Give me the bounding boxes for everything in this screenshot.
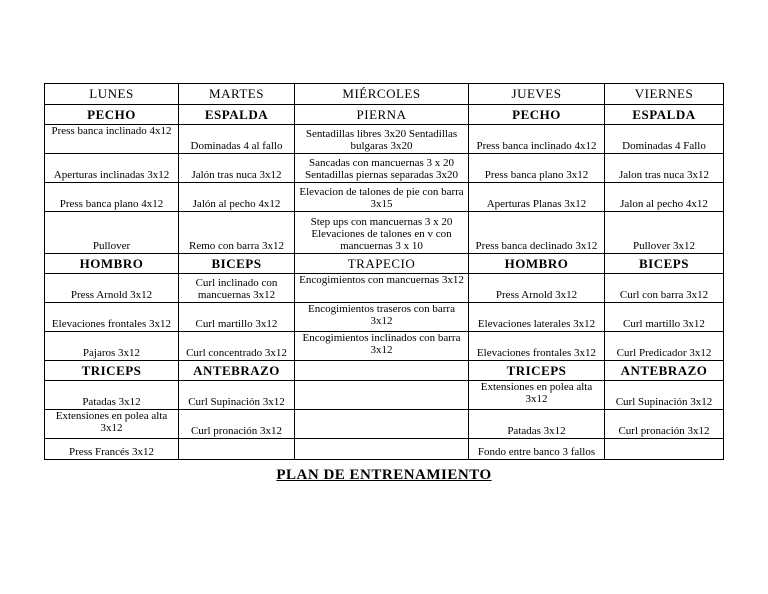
exercise-row — [45, 439, 724, 460]
exercise-cell: Sentadillas libres 3x20 Sentadillas bulgaras 3x20 — [295, 125, 469, 154]
muscle-group-cell: TRICEPS — [45, 361, 179, 381]
exercise-row — [45, 154, 724, 183]
exercise-row — [45, 381, 724, 410]
exercise-cell: Curl martillo 3x12 — [605, 303, 724, 332]
exercise-cell: Pullover 3x12 — [605, 212, 724, 254]
exercise-row — [45, 183, 724, 212]
exercise-cell — [295, 410, 469, 439]
muscle-group-cell: ESPALDA — [605, 105, 724, 125]
exercise-cell: Press banca inclinado 4x12 — [45, 125, 179, 154]
muscle-group-row — [45, 361, 724, 381]
exercise-cell — [295, 381, 469, 410]
exercise-row — [45, 125, 724, 154]
day-header-thursday: JUEVES — [469, 84, 605, 105]
exercise-cell: Aperturas inclinadas 3x12 — [45, 154, 179, 183]
exercise-cell: Curl Supinación 3x12 — [605, 381, 724, 410]
exercise-cell: Sancadas con mancuernas 3 x 20 Sentadillas piernas separadas 3x20 — [295, 154, 469, 183]
exercise-cell: Curl pronación 3x12 — [179, 410, 295, 439]
exercise-cell: Pullover — [45, 212, 179, 254]
exercise-cell: Curl inclinado con mancuernas 3x12 — [179, 274, 295, 303]
exercise-cell: Jalon al pecho 4x12 — [605, 183, 724, 212]
exercise-cell: Elevacion de talones de pie con barra 3x15 — [295, 183, 469, 212]
exercise-cell: Fondo entre banco 3 fallos — [469, 439, 605, 460]
exercise-cell: Curl martillo 3x12 — [179, 303, 295, 332]
day-header-tuesday: MARTES — [179, 84, 295, 105]
exercise-cell: Extensiones en polea alta 3x12 — [45, 410, 179, 439]
muscle-group-row — [45, 105, 724, 125]
muscle-group-row — [45, 254, 724, 274]
exercise-cell: Dominadas 4 al fallo — [179, 125, 295, 154]
exercise-cell: Step ups con mancuernas 3 x 20 Elevaciones de talones en v con mancuernas 3 x 10 — [295, 212, 469, 254]
exercise-cell: Press banca inclinado 4x12 — [469, 125, 605, 154]
muscle-group-cell: BICEPS — [605, 254, 724, 274]
exercise-cell: Remo con barra 3x12 — [179, 212, 295, 254]
muscle-group-cell: PIERNA — [295, 105, 469, 125]
exercise-row — [45, 410, 724, 439]
muscle-group-cell: ESPALDA — [179, 105, 295, 125]
day-header-wednesday: MIÉRCOLES — [295, 84, 469, 105]
exercise-cell: Jalon tras nuca 3x12 — [605, 154, 724, 183]
exercise-row — [45, 212, 724, 254]
exercise-cell: Press banca declinado 3x12 — [469, 212, 605, 254]
muscle-group-cell: TRICEPS — [469, 361, 605, 381]
exercise-cell: Press Arnold 3x12 — [45, 274, 179, 303]
exercise-cell: Patadas 3x12 — [45, 381, 179, 410]
day-header-monday: LUNES — [45, 84, 179, 105]
muscle-group-cell: PECHO — [45, 105, 179, 125]
exercise-cell: Encogimientos inclinados con barra 3x12 — [295, 332, 469, 361]
exercise-cell: Patadas 3x12 — [469, 410, 605, 439]
exercise-cell: Curl concentrado 3x12 — [179, 332, 295, 361]
muscle-group-cell: ANTEBRAZO — [605, 361, 724, 381]
exercise-cell: Aperturas Planas 3x12 — [469, 183, 605, 212]
exercise-cell: Elevaciones frontales 3x12 — [469, 332, 605, 361]
training-plan-table — [44, 83, 724, 460]
exercise-cell: Curl Supinación 3x12 — [179, 381, 295, 410]
exercise-cell: Dominadas 4 Fallo — [605, 125, 724, 154]
exercise-row — [45, 332, 724, 361]
exercise-row — [45, 303, 724, 332]
plan-title: PLAN DE ENTRENAMIENTO — [276, 467, 492, 483]
muscle-group-cell: HOMBRO — [469, 254, 605, 274]
exercise-cell: Curl Predicador 3x12 — [605, 332, 724, 361]
exercise-cell: Curl pronación 3x12 — [605, 410, 724, 439]
exercise-cell: Press Francés 3x12 — [45, 439, 179, 460]
exercise-cell: Curl con barra 3x12 — [605, 274, 724, 303]
exercise-cell: Encogimientos traseros con barra 3x12 — [295, 303, 469, 332]
muscle-group-cell: HOMBRO — [45, 254, 179, 274]
exercise-cell: Press Arnold 3x12 — [469, 274, 605, 303]
muscle-group-cell — [295, 361, 469, 381]
exercise-cell — [605, 439, 724, 460]
day-header-friday: VIERNES — [605, 84, 724, 105]
muscle-group-cell: BICEPS — [179, 254, 295, 274]
day-header-row — [45, 84, 724, 105]
exercise-cell: Extensiones en polea alta 3x12 — [469, 381, 605, 410]
exercise-row — [45, 274, 724, 303]
exercise-cell: Elevaciones laterales 3x12 — [469, 303, 605, 332]
exercise-cell — [295, 439, 469, 460]
muscle-group-cell: ANTEBRAZO — [179, 361, 295, 381]
exercise-cell: Press banca plano 4x12 — [45, 183, 179, 212]
exercise-cell: Encogimientos con mancuernas 3x12 — [295, 274, 469, 303]
muscle-group-cell: PECHO — [469, 105, 605, 125]
muscle-group-cell: TRAPECIO — [295, 254, 469, 274]
exercise-cell: Elevaciones frontales 3x12 — [45, 303, 179, 332]
exercise-cell: Press banca plano 3x12 — [469, 154, 605, 183]
exercise-cell: Jalón tras nuca 3x12 — [179, 154, 295, 183]
exercise-cell: Pajaros 3x12 — [45, 332, 179, 361]
exercise-cell: Jalón al pecho 4x12 — [179, 183, 295, 212]
exercise-cell — [179, 439, 295, 460]
